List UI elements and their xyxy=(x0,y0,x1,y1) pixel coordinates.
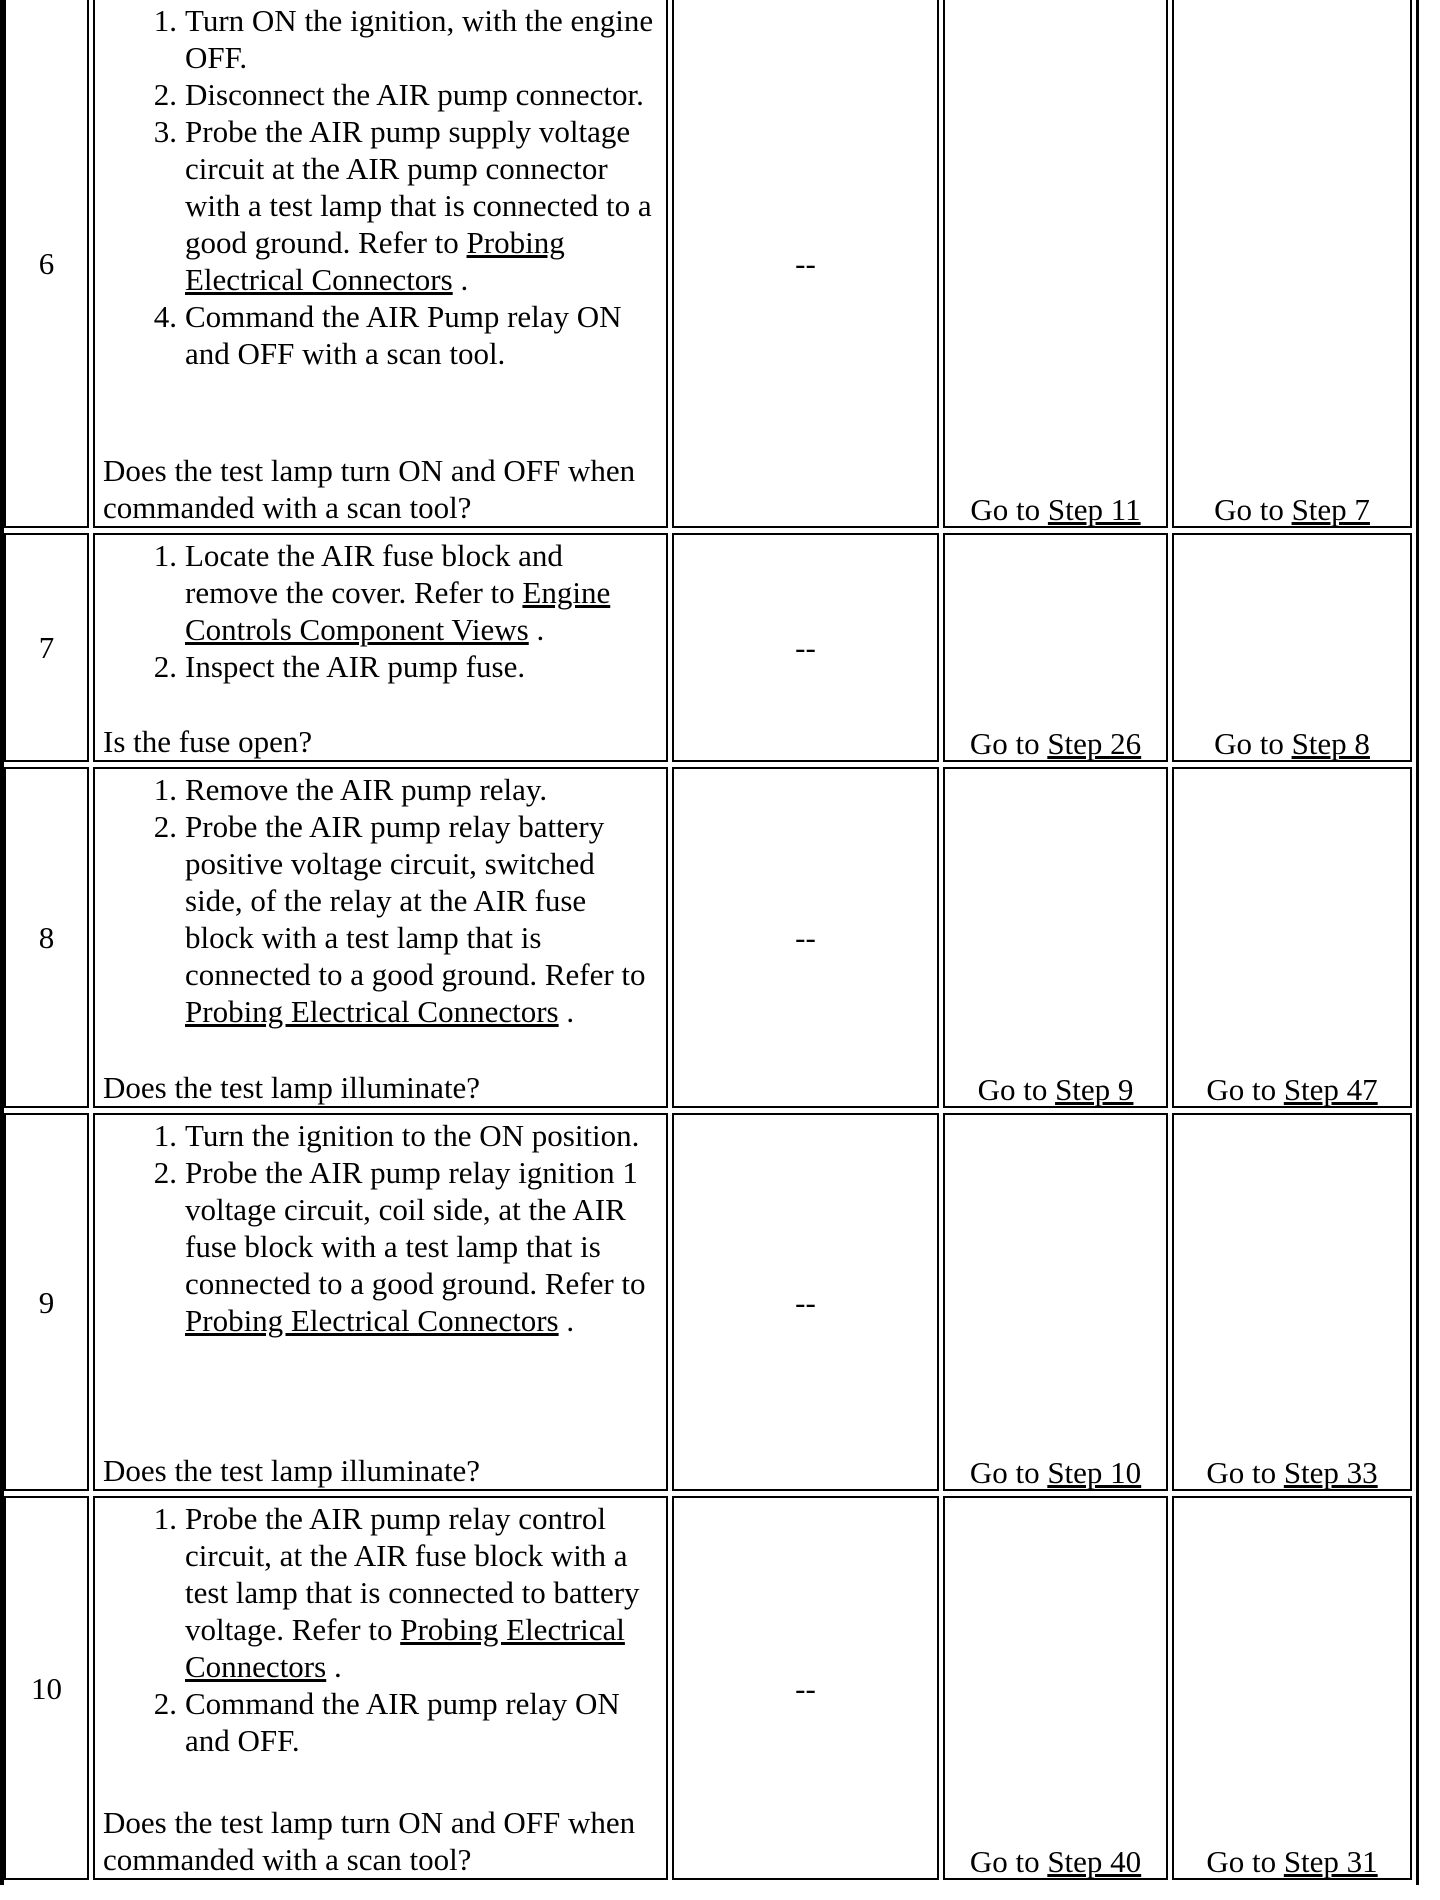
step-number-text: 7 xyxy=(38,630,55,665)
item-text: Probe the AIR pump supply voltage circuit at the AIR pump connector with a test lamp that is connected to a good ground. Refer to xyxy=(185,114,652,260)
action-cell xyxy=(93,533,668,762)
yes-cell xyxy=(943,1496,1168,1880)
item-text-end: . xyxy=(528,612,545,647)
step-link[interactable]: Step 9 xyxy=(1055,1072,1134,1107)
step-number xyxy=(4,767,89,1108)
step-number-text: 9 xyxy=(38,1284,55,1320)
yes-goto xyxy=(945,725,1166,762)
no-cell xyxy=(1172,1496,1412,1880)
value-cell xyxy=(672,533,939,762)
item-number: 2. xyxy=(153,1686,177,1721)
action-item xyxy=(153,2,660,76)
goto-prefix: Go to xyxy=(969,726,1048,761)
goto-prefix: Go to xyxy=(977,1072,1056,1107)
goto-prefix: Go to xyxy=(1206,1844,1284,1879)
value-cell xyxy=(672,1113,939,1491)
question-text: Is the fuse open? xyxy=(103,724,313,759)
no-cell xyxy=(1172,0,1412,528)
table-row xyxy=(4,0,1416,528)
action-item xyxy=(153,76,660,113)
item-text: Locate the AIR fuse block and remove the cover. Refer to xyxy=(185,538,563,610)
step-link[interactable]: Step 33 xyxy=(1283,1455,1378,1490)
no-goto xyxy=(1174,1454,1410,1491)
item-text: Command the AIR Pump relay ON and OFF with a scan tool. xyxy=(185,299,622,371)
goto-prefix: Go to xyxy=(1206,1455,1284,1490)
action-list xyxy=(103,1500,660,1759)
item-number: 4. xyxy=(153,299,177,334)
item-text-end: . xyxy=(452,262,469,297)
goto-prefix: Go to xyxy=(969,1844,1048,1879)
item-text: Turn ON the ignition, with the engine OFF. xyxy=(185,3,654,75)
item-number: 2. xyxy=(153,649,177,684)
no-goto xyxy=(1174,1071,1410,1108)
table-row xyxy=(4,1496,1416,1880)
item-number: 1. xyxy=(153,772,177,807)
step-number xyxy=(4,1113,89,1491)
step-link[interactable]: Step 31 xyxy=(1283,1844,1378,1879)
item-number: 2. xyxy=(153,1155,177,1190)
item-text: Turn the ignition to the ON position. xyxy=(185,1118,640,1153)
yes-cell xyxy=(943,767,1168,1108)
goto-prefix: Go to xyxy=(969,1455,1048,1490)
no-cell xyxy=(1172,767,1412,1108)
value-text: -- xyxy=(795,920,816,955)
yes-goto xyxy=(945,491,1166,528)
probing-connectors-link[interactable]: Probing Electrical Connectors xyxy=(185,994,559,1029)
goto-prefix: Go to xyxy=(1214,726,1292,761)
step-link[interactable]: Step 47 xyxy=(1283,1072,1378,1107)
yes-cell xyxy=(943,1113,1168,1491)
step-link[interactable]: Step 26 xyxy=(1047,726,1142,761)
yes-goto xyxy=(945,1071,1166,1108)
goto-prefix: Go to xyxy=(1214,492,1292,527)
question-text: Does the test lamp illuminate? xyxy=(103,1453,481,1488)
action-list xyxy=(103,537,660,685)
yes-goto xyxy=(945,1843,1166,1880)
item-number: 1. xyxy=(153,538,177,573)
value-text: -- xyxy=(795,245,816,281)
action-cell xyxy=(93,767,668,1108)
action-item xyxy=(153,808,660,1030)
item-text: Probe the AIR pump relay ignition 1 voltage circuit, coil side, at the AIR fuse block with a test lamp that is connected to a good ground. Refer to xyxy=(185,1155,646,1301)
action-item xyxy=(153,1500,660,1685)
value-cell xyxy=(672,1496,939,1880)
action-list xyxy=(103,1117,660,1339)
action-item xyxy=(153,537,660,648)
value-text: -- xyxy=(795,1670,816,1706)
probing-connectors-link[interactable]: Probing Electrical Connectors xyxy=(185,225,565,297)
question-text: Does the test lamp turn ON and OFF when commanded with a scan tool? xyxy=(103,1805,636,1877)
action-cell xyxy=(93,0,668,528)
item-text-end: . xyxy=(558,994,575,1029)
action-item xyxy=(153,1117,660,1154)
step-number xyxy=(4,0,89,528)
action-item xyxy=(153,1154,660,1339)
item-number: 2. xyxy=(153,809,177,844)
item-number: 1. xyxy=(153,1118,177,1153)
item-text: Probe the AIR pump relay control circuit, at the AIR fuse block with a test lamp that is connected to battery voltage. Refer to xyxy=(185,1501,640,1647)
yes-cell xyxy=(943,0,1168,528)
goto-prefix: Go to xyxy=(970,492,1048,527)
component-views-link[interactable]: Engine Controls Component Views xyxy=(185,575,611,647)
no-cell xyxy=(1172,533,1412,762)
question-text: Does the test lamp turn ON and OFF when commanded with a scan tool? xyxy=(103,453,636,525)
probing-connectors-link[interactable]: Probing Electrical Connectors xyxy=(185,1612,625,1684)
action-cell xyxy=(93,1496,668,1880)
no-cell xyxy=(1172,1113,1412,1491)
action-item xyxy=(153,648,660,685)
step-link[interactable]: Step 7 xyxy=(1291,492,1370,527)
table-row xyxy=(4,533,1416,762)
action-item xyxy=(153,1685,660,1759)
action-list xyxy=(103,2,660,372)
item-text: Probe the AIR pump relay battery positive voltage circuit, switched side, of the relay at the AIR fuse block with a test lamp that is connected to a good ground. Refer to xyxy=(185,809,646,992)
item-text: Inspect the AIR pump fuse. xyxy=(185,649,526,684)
action-cell xyxy=(93,1113,668,1491)
goto-prefix: Go to xyxy=(1206,1072,1284,1107)
item-number: 3. xyxy=(153,114,177,149)
step-number-text: 6 xyxy=(38,245,55,281)
item-text: Command the AIR pump relay ON and OFF. xyxy=(185,1686,620,1758)
step-number xyxy=(4,1496,89,1880)
item-number: 2. xyxy=(153,77,177,112)
item-text-end: . xyxy=(326,1649,342,1684)
item-text: Disconnect the AIR pump connector. xyxy=(185,77,644,112)
item-text-end: . xyxy=(558,1303,575,1338)
item-number: 1. xyxy=(153,3,177,38)
value-cell xyxy=(672,767,939,1108)
no-goto xyxy=(1174,725,1410,762)
no-goto xyxy=(1174,491,1410,528)
step-link[interactable]: Step 8 xyxy=(1291,726,1370,761)
step-number xyxy=(4,533,89,762)
action-list xyxy=(103,771,660,1030)
step-link[interactable]: Step 40 xyxy=(1047,1844,1142,1879)
yes-goto xyxy=(945,1454,1166,1491)
action-item xyxy=(153,298,660,372)
table-row xyxy=(4,767,1416,1108)
value-text: -- xyxy=(795,630,816,665)
question-text: Does the test lamp illuminate? xyxy=(103,1070,481,1105)
no-goto xyxy=(1174,1843,1410,1880)
yes-cell xyxy=(943,533,1168,762)
step-number-text: 10 xyxy=(31,1670,62,1706)
action-item xyxy=(153,113,660,298)
step-link[interactable]: Step 11 xyxy=(1047,492,1141,527)
value-cell xyxy=(672,0,939,528)
probing-connectors-link[interactable]: Probing Electrical Connectors xyxy=(185,1303,559,1338)
value-text: -- xyxy=(795,1284,816,1320)
step-link[interactable]: Step 10 xyxy=(1047,1455,1142,1490)
step-number-text: 8 xyxy=(38,920,55,955)
item-number: 1. xyxy=(153,1501,177,1536)
table-row xyxy=(4,1113,1416,1491)
item-text: Remove the AIR pump relay. xyxy=(185,772,548,807)
action-item xyxy=(153,771,660,808)
